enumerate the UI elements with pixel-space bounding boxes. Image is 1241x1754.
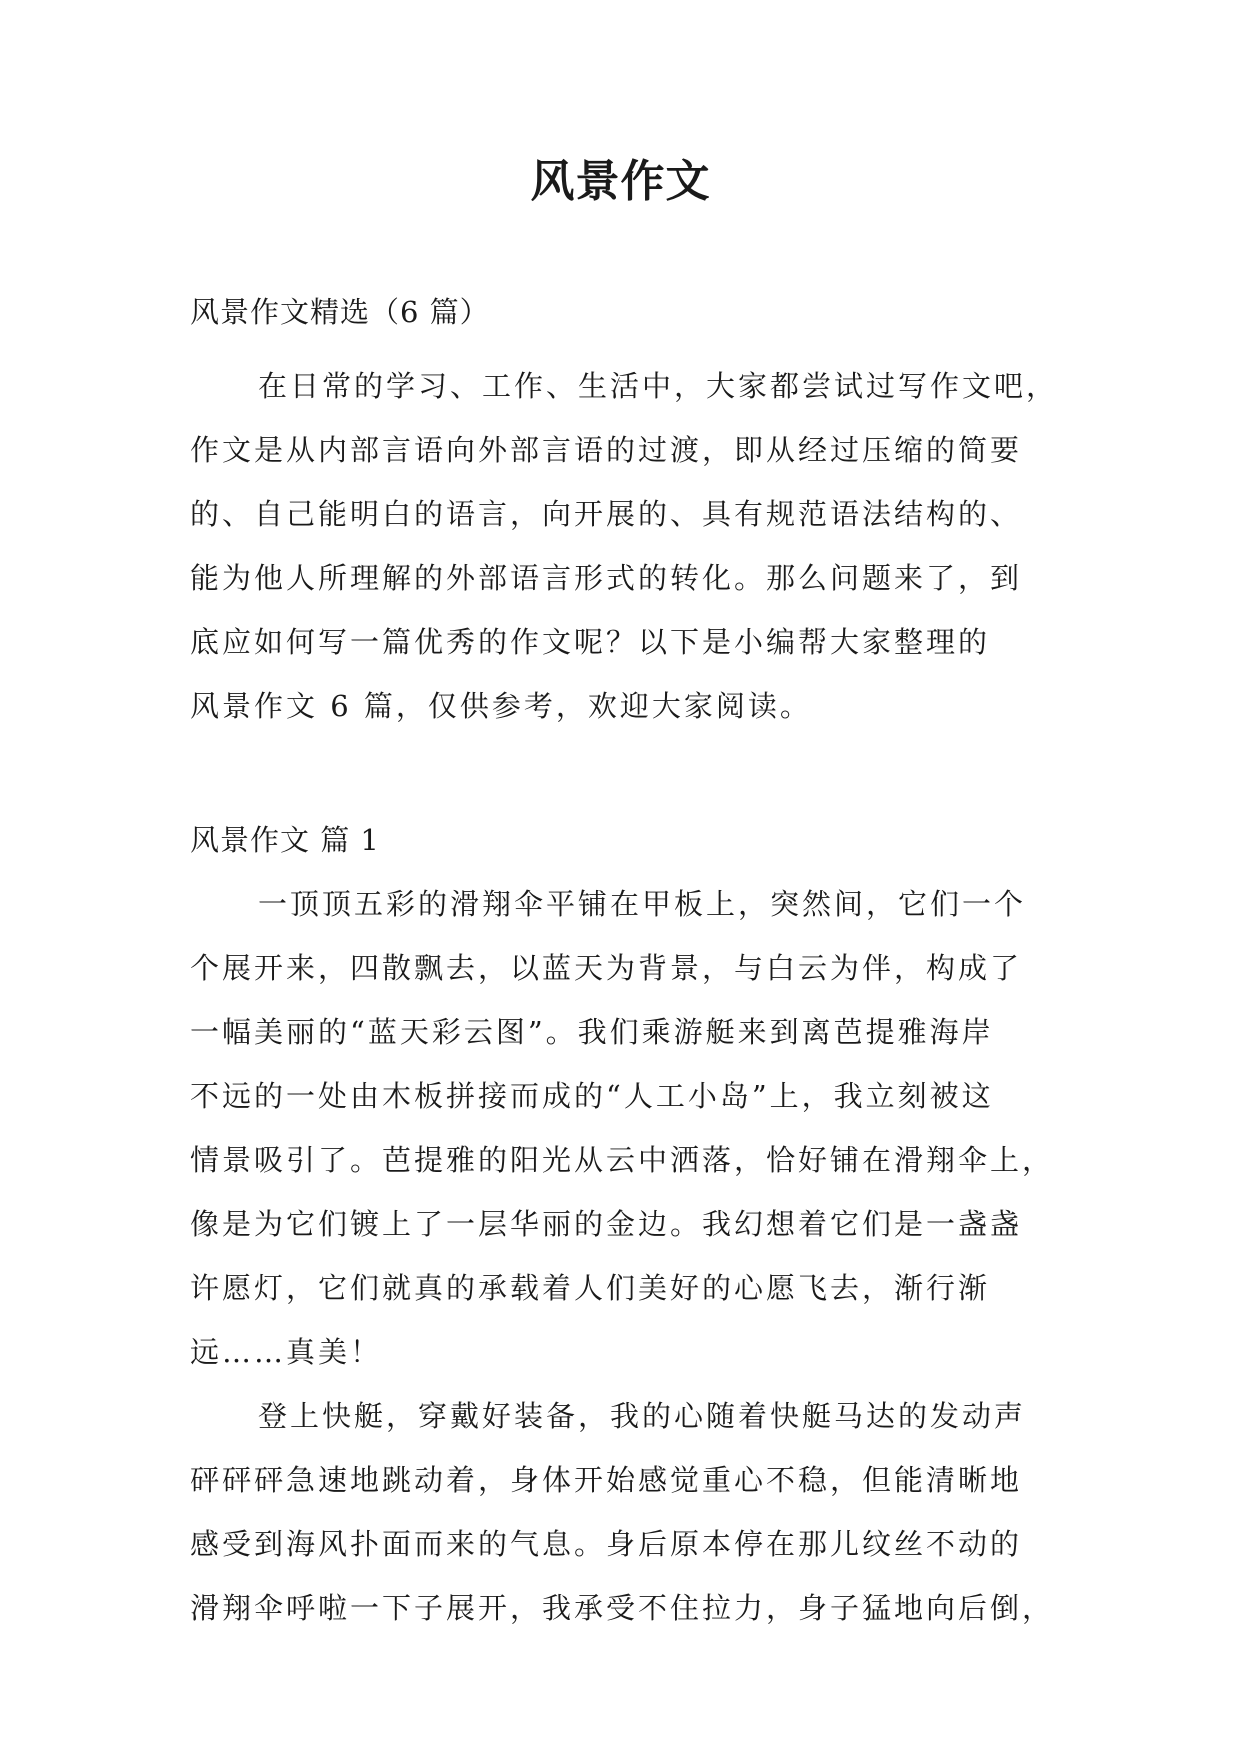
section1-paragraph-1 bbox=[190, 872, 1054, 1384]
paragraph-line: 远……真美！ bbox=[190, 1335, 383, 1369]
paragraph-line: 砰砰砰急速地跳动着，身体开始感觉重心不稳，但能清晰地 bbox=[190, 1463, 1023, 1497]
document-subtitle: 风景作文精选（6 篇） bbox=[190, 295, 490, 329]
paragraph-line: 滑翔伞呼啦一下子展开，我承受不住拉力，身子猛地向后倒， bbox=[190, 1591, 1055, 1625]
paragraph-line: 风景作文 6 篇，仅供参考，欢迎大家阅读。 bbox=[190, 689, 812, 723]
paragraph-line: 在日常的学习、工作、生活中，大家都尝试过写作文吧， bbox=[258, 369, 1059, 403]
paragraph-line: 能为他人所理解的外部语言形式的转化。那么问题来了，到 bbox=[190, 561, 1023, 595]
paragraph-line: 感受到海风扑面而来的气息。身后原本停在那儿纹丝不动的 bbox=[190, 1527, 1023, 1561]
document-title: 风景作文 bbox=[530, 156, 711, 207]
section1-paragraph-2 bbox=[190, 1384, 1054, 1640]
paragraph-line: 的、自己能明白的语言，向开展的、具有规范语法结构的、 bbox=[190, 497, 1023, 531]
paragraph-line: 不远的一处由木板拼接而成的“人工小岛”上，我立刻被这 bbox=[190, 1079, 994, 1113]
paragraph-line: 一顶顶五彩的滑翔伞平铺在甲板上，突然间，它们一个 bbox=[258, 887, 1027, 921]
paragraph-line: 登上快艇，穿戴好装备，我的心随着快艇马达的发动声 bbox=[258, 1399, 1027, 1433]
paragraph-line: 个展开来，四散飘去，以蓝天为背景，与白云为伴，构成了 bbox=[190, 951, 1023, 985]
section-heading: 风景作文 篇 1 bbox=[190, 823, 380, 857]
paragraph-line: 作文是从内部言语向外部言语的过渡，即从经过压缩的简要 bbox=[190, 433, 1023, 467]
paragraph-line: 许愿灯，它们就真的承载着人们美好的心愿飞去，渐行渐 bbox=[190, 1271, 991, 1305]
paragraph-line: 像是为它们镀上了一层华丽的金边。我幻想着它们是一盏盏 bbox=[190, 1207, 1023, 1241]
paragraph-line: 一幅美丽的“蓝天彩云图”。我们乘游艇来到离芭提雅海岸 bbox=[190, 1015, 994, 1049]
paragraph-line: 底应如何写一篇优秀的作文呢？以下是小编帮大家整理的 bbox=[190, 625, 991, 659]
intro-paragraph bbox=[190, 354, 1058, 738]
paragraph-line: 情景吸引了。芭提雅的阳光从云中洒落，恰好铺在滑翔伞上， bbox=[190, 1143, 1055, 1177]
